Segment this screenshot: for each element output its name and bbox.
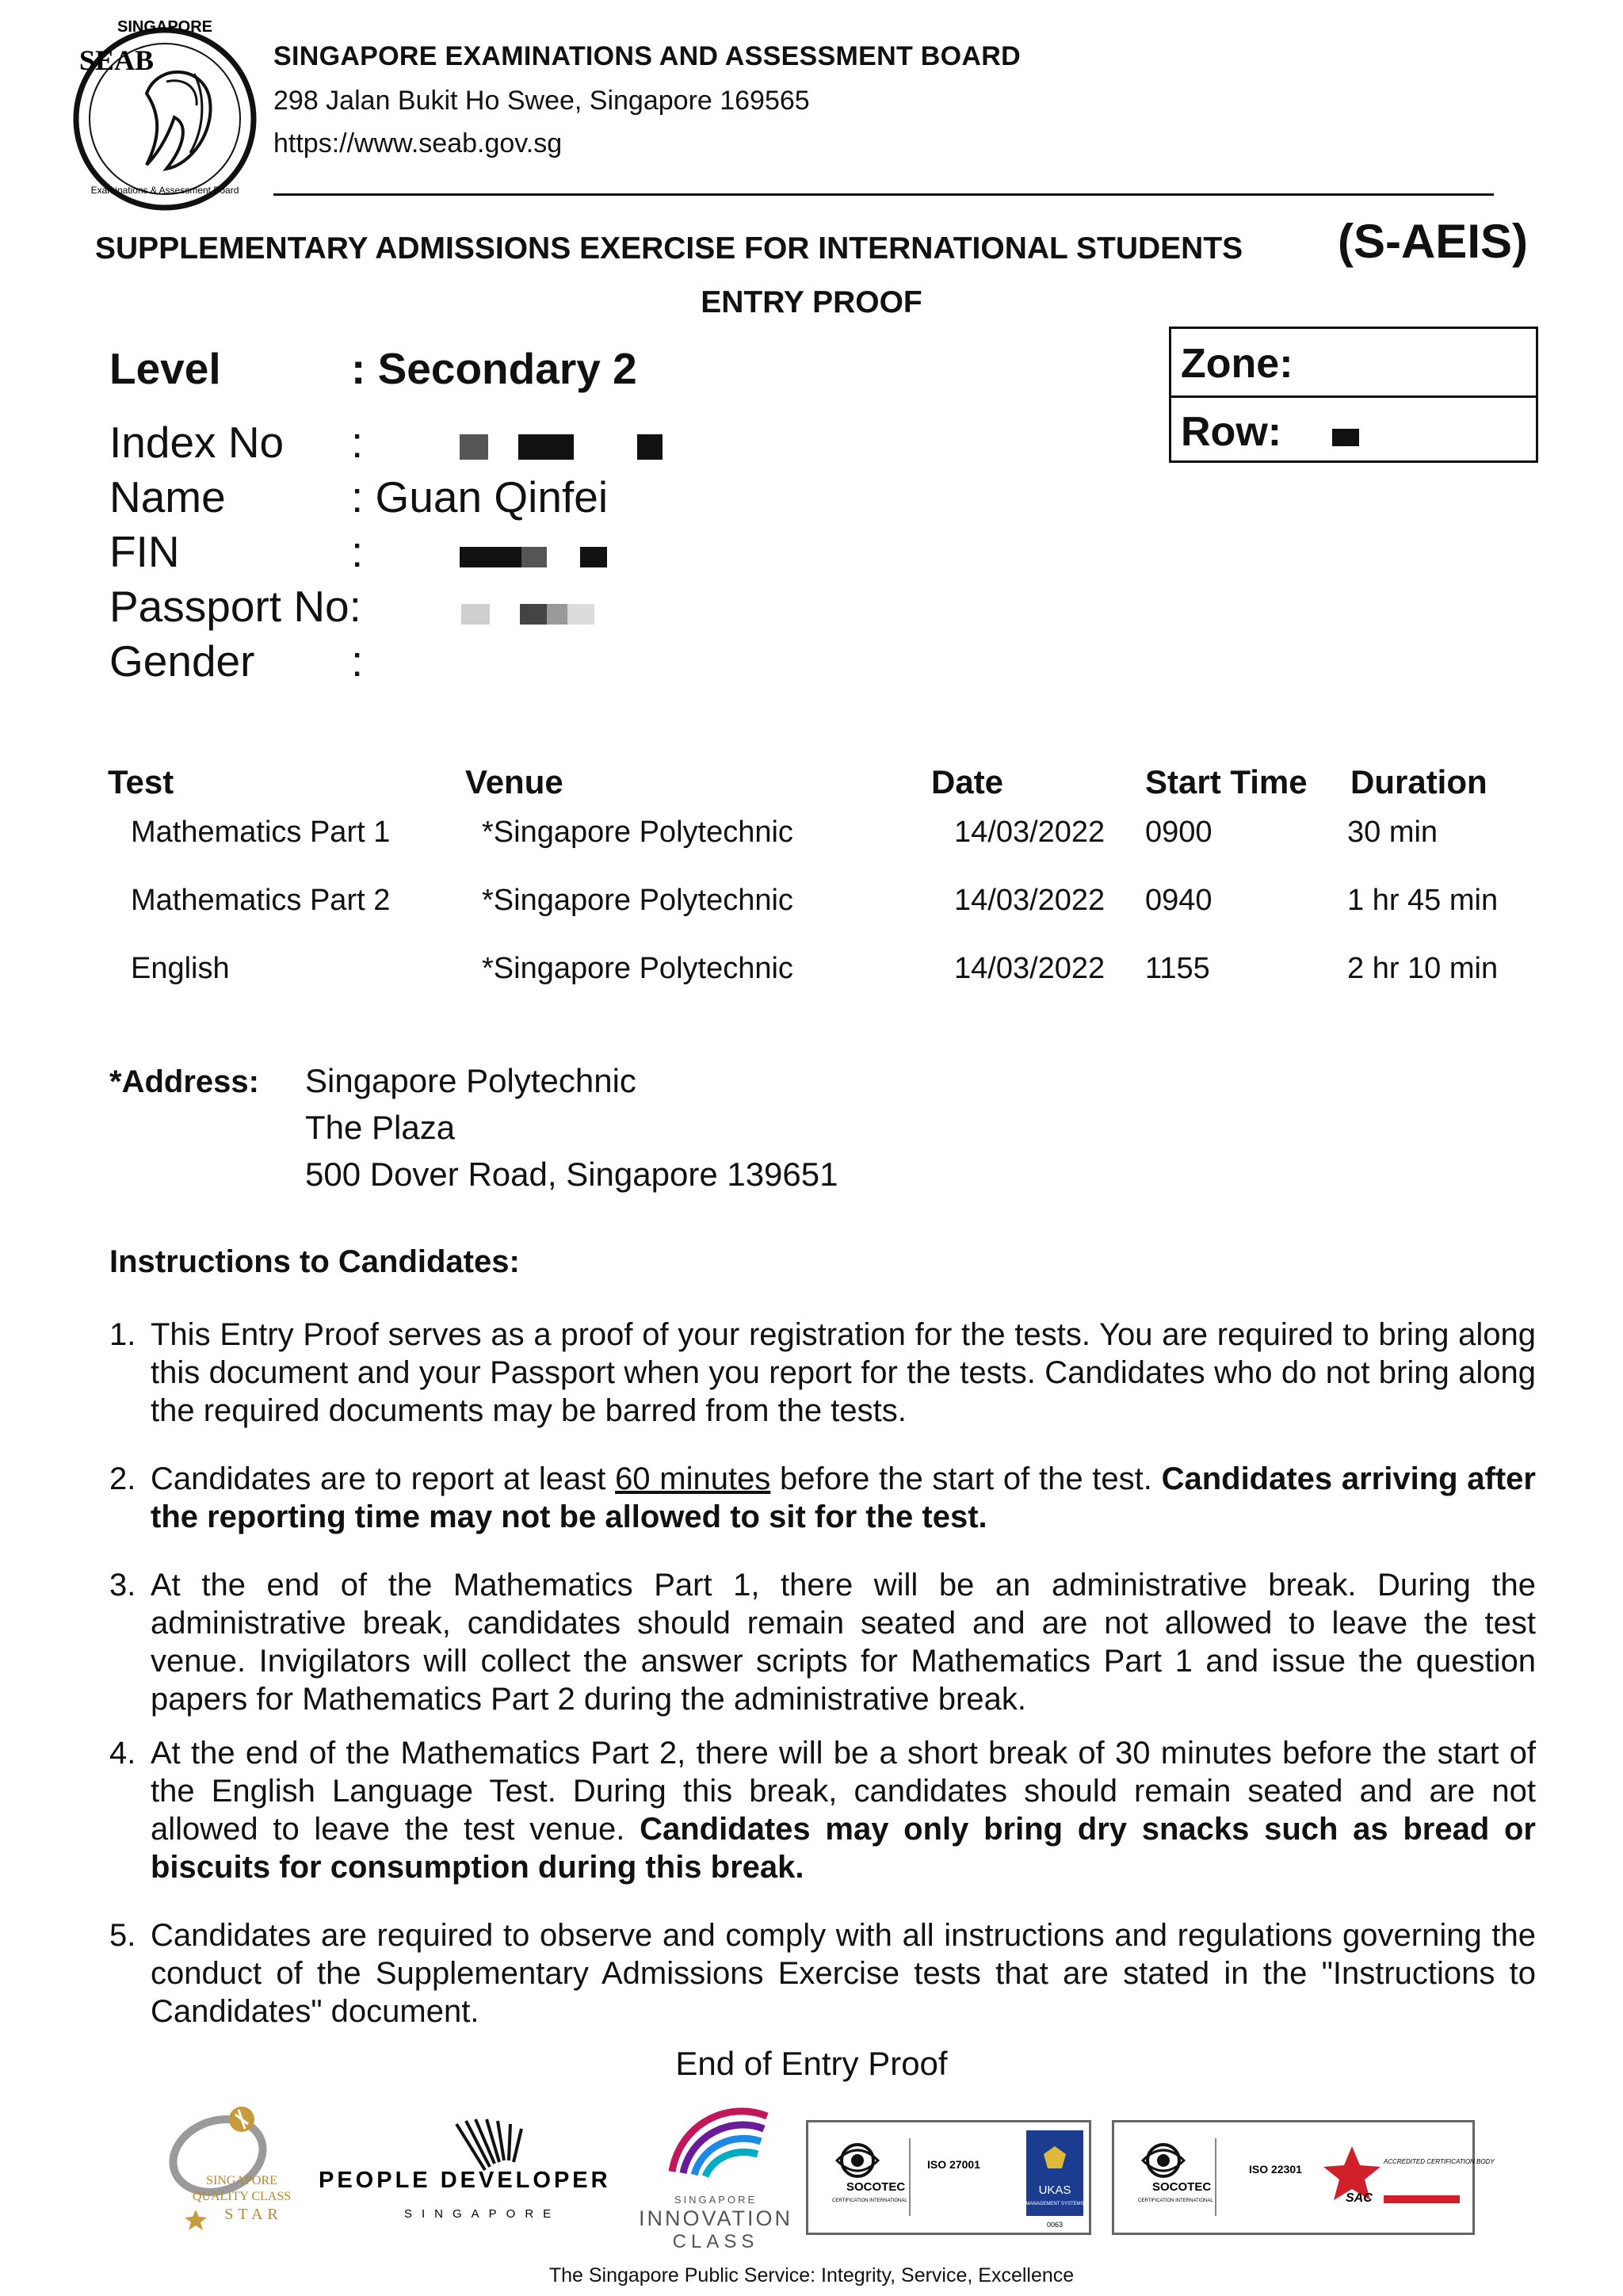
venue-cell: *Singapore Polytechnic — [482, 884, 793, 917]
iso27001-cert-badge — [806, 2120, 1091, 2235]
instruction-text: Candidates are required to observe and comply with all instructions and regulations governing the conduct of the Supplementary Admissions Exercise tests that are stated in the "Instructions to Candidates" document. — [151, 1918, 1536, 2029]
instruction-text: At the end of the Mathematics Part 1, there will be an administrative break. During the administrative break, candidates should remain seated and are not allowed to leave the test venue. Invigilators will collect the answer scripts for Mathematics Part 1 and issue the question papers for Mathematics Part 2 during the administrative break. — [151, 1568, 1536, 1717]
name-value: : Guan Qinfei — [351, 472, 609, 521]
address-line: 500 Dover Road, Singapore 139651 — [305, 1156, 838, 1193]
cert1-iso: ISO 27001 — [927, 2158, 980, 2171]
instruction-text: At the end of the Mathematics Part 2, there will be a short break of 30 minutes before the start of the English Language Test. During this break, candidates should remain seated and are not allowed to leave the test venue. — [151, 1736, 1536, 1847]
level-value: : Secondary 2 — [351, 344, 637, 393]
instruction-text: before the start of the test. — [770, 1461, 1162, 1496]
instruction-item — [109, 1734, 1536, 1886]
seal-ring-top: SINGAPORE — [116, 18, 213, 36]
instruction-text: This Entry Proof serves as a proof of your registration for the tests. You are required to bring along this document and your Passport when you report for the tests. Candidates who do not bring along the required documents may be barred from the tests. — [151, 1317, 1536, 1428]
people-developer-text: PEOPLE DEVELOPER — [319, 2168, 611, 2193]
sqc-star-logo — [155, 2092, 305, 2235]
instruction-number: 2. — [109, 1461, 136, 1496]
gender-label: Gender — [109, 636, 255, 686]
col-header-duration: Duration — [1350, 763, 1487, 800]
people-developer-sub: SINGAPORE — [404, 2207, 561, 2221]
cert2-sac: SAC — [1346, 2191, 1373, 2205]
address-label: *Address: — [109, 1064, 259, 1099]
venue-cell: *Singapore Polytechnic — [482, 816, 793, 849]
address-line: Singapore Polytechnic — [305, 1062, 636, 1099]
fin-redaction — [460, 547, 618, 569]
col-header-test: Test — [108, 763, 174, 800]
org-website: https://www.seab.gov.sg — [273, 128, 563, 159]
address-line: The Plaza — [305, 1109, 456, 1146]
test-cell: English — [131, 952, 230, 985]
instruction-item — [109, 1916, 1536, 2030]
instruction-item — [109, 1316, 1536, 1430]
instruction-number: 1. — [109, 1317, 136, 1352]
cert1-brand: SOCOTEC — [846, 2180, 906, 2194]
iso22301-cert-badge — [1112, 2120, 1495, 2235]
duration-cell: 1 hr 45 min — [1347, 884, 1499, 917]
people-developer-logo — [317, 2115, 634, 2225]
seat-box-divider — [1171, 395, 1536, 398]
instructions-heading: Instructions to Candidates: — [109, 1244, 520, 1279]
venue-cell: *Singapore Polytechnic — [482, 952, 793, 985]
instruction-bold: Candidates may only bring dry snacks such as bread or biscuits for consumption during this break. — [151, 1812, 1537, 1885]
org-address: 298 Jalan Bukit Ho Swee, Singapore 169565 — [273, 86, 810, 116]
innovation-line2: INNOVATION — [638, 2206, 793, 2230]
index-label: Index No — [109, 418, 285, 467]
cert2-accredited: ACCREDITED CERTIFICATION BODY — [1384, 2158, 1495, 2165]
index-value: : — [351, 418, 364, 467]
col-header-venue: Venue — [465, 763, 563, 800]
zone-label: Zone: — [1181, 341, 1293, 387]
innovation-line1: SINGAPORE — [674, 2194, 758, 2206]
instruction-number: 4. — [109, 1736, 136, 1771]
instructions-list — [109, 1316, 1536, 2030]
row-redaction — [1332, 429, 1359, 446]
fin-label: FIN — [109, 527, 180, 576]
innovation-line3: CLASS — [672, 2231, 759, 2252]
seal-ring-bottom: Examinations & Assessment Board — [90, 185, 239, 196]
passport-label: Passport No: — [109, 582, 361, 631]
instruction-text: Candidates are to report at least — [151, 1461, 616, 1496]
start-cell: 0900 — [1145, 816, 1212, 849]
seal-seab-text: SEAB — [79, 44, 155, 76]
innovation-class-logo — [640, 2084, 791, 2259]
header-divider — [273, 193, 1494, 196]
row-label: Row: — [1181, 409, 1282, 455]
instruction-underlined: 60 minutes — [615, 1461, 771, 1496]
fin-value: : — [351, 527, 364, 576]
cert1-ukas-sub: MANAGEMENT SYSTEMS — [1025, 2202, 1084, 2206]
seab-logo — [71, 6, 258, 212]
cert2-iso: ISO 22301 — [1249, 2163, 1302, 2176]
document-title: SUPPLEMENTARY ADMISSIONS EXERCISE FOR INTERNATIONAL STUDENTS — [95, 231, 1243, 266]
sqc-line3: STAR — [224, 2206, 283, 2223]
duration-cell: 30 min — [1347, 816, 1438, 849]
document-subtitle: ENTRY PROOF — [701, 285, 922, 319]
footer-tagline: The Singapore Public Service: Integrity, Service, Excellence — [548, 2264, 1075, 2286]
index-redaction — [460, 434, 618, 463]
test-cell: Mathematics Part 1 — [131, 816, 391, 849]
seat-box — [1169, 327, 1538, 463]
date-cell: 14/03/2022 — [954, 952, 1106, 985]
cert2-sub: CERTIFICATION INTERNATIONAL — [1138, 2199, 1213, 2203]
level-label: Level — [109, 344, 221, 393]
instruction-item — [109, 1566, 1536, 1718]
instruction-bold: Candidates arriving after the reporting time may not be allowed to sit for the test. — [151, 1461, 1536, 1534]
col-header-date: Date — [931, 763, 1004, 800]
start-cell: 0940 — [1145, 884, 1212, 917]
passport-redaction — [461, 604, 620, 626]
cert1-sub: CERTIFICATION INTERNATIONAL — [832, 2199, 907, 2203]
sqc-line1: SINGAPORE — [206, 2174, 277, 2187]
gender-value: : — [351, 636, 364, 686]
date-cell: 14/03/2022 — [954, 884, 1106, 917]
sqc-line2: QUALITY CLASS — [192, 2190, 292, 2203]
org-name: SINGAPORE EXAMINATIONS AND ASSESSMENT BOARD — [273, 41, 1021, 71]
name-label: Name — [109, 472, 226, 521]
end-of-document: End of Entry Proof — [675, 2045, 948, 2082]
test-cell: Mathematics Part 2 — [131, 884, 391, 917]
date-cell: 14/03/2022 — [954, 816, 1106, 849]
col-header-start-time: Start Time — [1145, 763, 1308, 800]
duration-cell: 2 hr 10 min — [1347, 952, 1499, 985]
cert2-brand: SOCOTEC — [1152, 2180, 1212, 2194]
document-abbrev: (S-AEIS) — [1338, 215, 1528, 268]
instruction-item — [109, 1460, 1536, 1536]
cert1-ukas: UKAS — [1038, 2183, 1071, 2197]
start-cell: 1155 — [1145, 952, 1210, 985]
cert1-ukas-num: 0063 — [1046, 2221, 1064, 2229]
instruction-number: 3. — [109, 1568, 136, 1603]
instruction-number: 5. — [109, 1918, 136, 1953]
